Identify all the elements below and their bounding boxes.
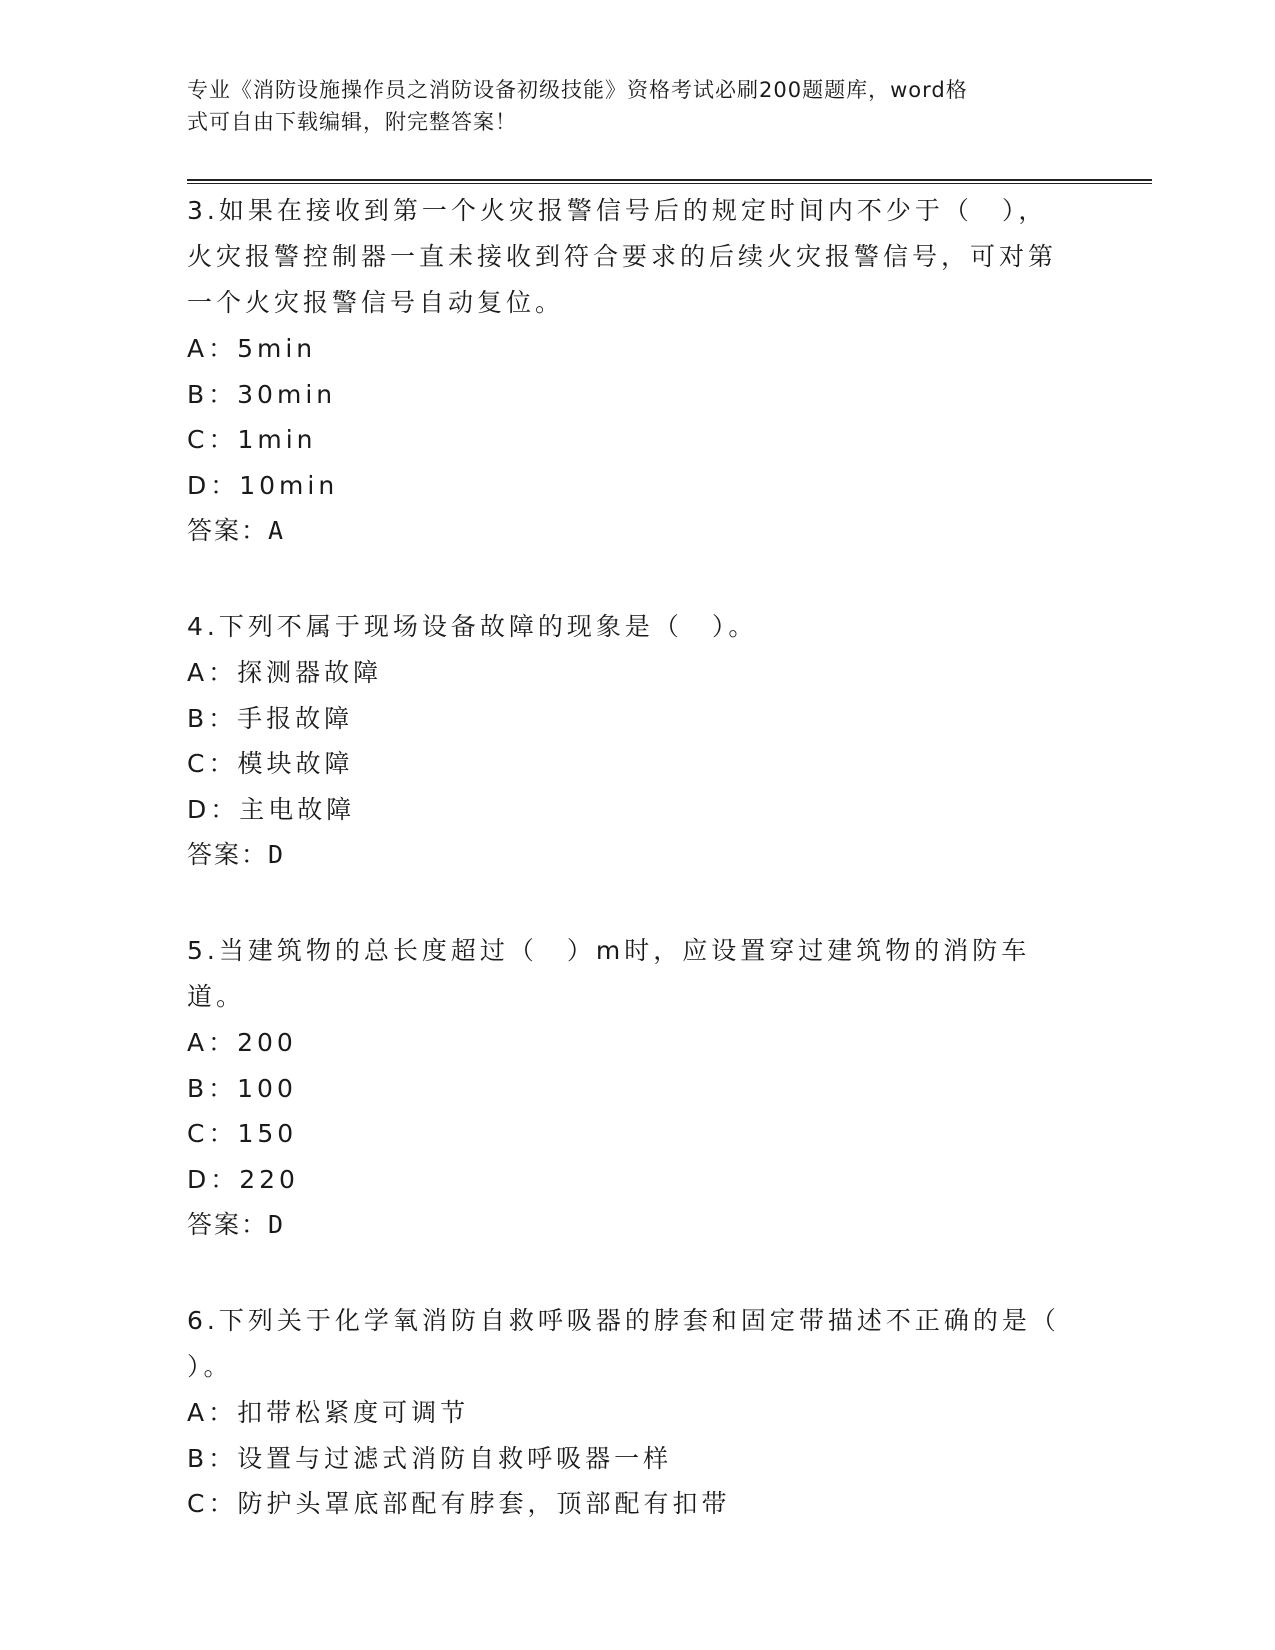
- answer-line: [187, 1202, 1087, 1248]
- question-6: [187, 1298, 1087, 1527]
- question-stem-line: ）。: [187, 1352, 233, 1381]
- question-list: [187, 188, 1087, 1527]
- question-5: [187, 928, 1087, 1248]
- question-spacer: [187, 554, 1087, 604]
- question-stem-line: 5.当建筑物的总长度超过（ ）m时，应设置穿过建筑物的消防车道。: [187, 936, 1031, 1011]
- option-c: C：150: [187, 1119, 298, 1148]
- question-3: [187, 188, 1087, 554]
- question-spacer: [187, 1248, 1087, 1298]
- answer-label: 答案：: [187, 840, 269, 869]
- answer-label: 答案：: [187, 516, 269, 545]
- option-b: B：100: [187, 1073, 297, 1103]
- option-d: D：220: [187, 1164, 299, 1194]
- answer-value: D: [268, 1210, 286, 1239]
- question-spacer: [187, 878, 1087, 928]
- answer-value: A: [268, 516, 286, 545]
- option-b: B：设置与过滤式消防自救呼吸器一样: [187, 1443, 673, 1473]
- option-a: A：探测器故障: [187, 658, 383, 687]
- header-divider: [187, 179, 1152, 184]
- question-stem-line: 火灾报警控制器一直未接收到符合要求的后续火灾报警信号，可对第: [187, 242, 1058, 271]
- question-stem-line: 6.下列关于化学氧消防自救呼吸器的脖套和固定带描述不正确的是（: [187, 1306, 1060, 1335]
- option-d: D：主电故障: [187, 794, 356, 824]
- option-c: C：模块故障: [187, 749, 354, 778]
- option-c: C：防护头罩底部配有脖套，顶部配有扣带: [187, 1489, 731, 1518]
- header-line-1: 专业《消防设施操作员之消防设备初级技能》资格考试必刷200题题库，word格: [187, 78, 968, 102]
- answer-label: 答案：: [187, 1210, 269, 1239]
- option-d: D：10min: [187, 470, 339, 500]
- document-header: [187, 74, 1067, 138]
- option-c: C：1min: [187, 425, 317, 454]
- header-line-2: 式可自由下载编辑，附完整答案！: [187, 110, 517, 134]
- question-stem-line: 3.如果在接收到第一个火灾报警信号后的规定时间内不少于（ ），: [187, 196, 1048, 225]
- option-a: A：200: [187, 1028, 297, 1057]
- option-b: B：手报故障: [187, 703, 354, 733]
- question-4: [187, 604, 1087, 878]
- answer-line: [187, 508, 1087, 554]
- answer-value: D: [268, 840, 286, 869]
- answer-line: [187, 832, 1087, 878]
- option-a: A：扣带松紧度可调节: [187, 1398, 470, 1427]
- question-stem-line: 一个火灾报警信号自动复位。: [187, 288, 565, 317]
- option-b: B：30min: [187, 379, 337, 409]
- question-stem-line: 4.下列不属于现场设备故障的现象是（ ）。: [187, 612, 758, 641]
- option-a: A：5min: [187, 334, 317, 363]
